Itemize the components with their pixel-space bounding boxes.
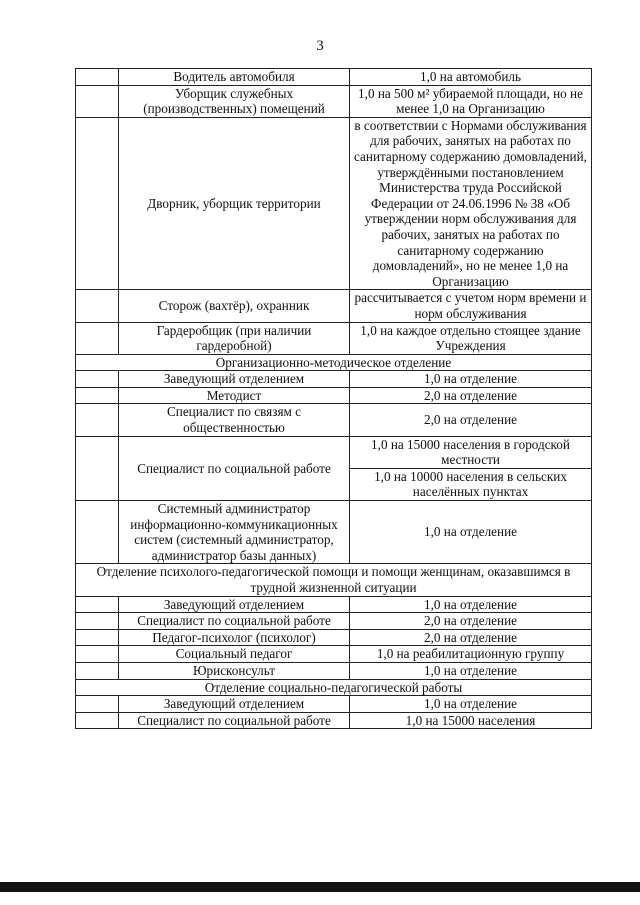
row-number-cell <box>76 371 119 388</box>
table-row <box>76 85 592 117</box>
norm-cell: 1,0 на отделение <box>350 662 592 679</box>
table-row <box>76 371 592 388</box>
norm-cell: 2,0 на отделение <box>350 387 592 404</box>
position-cell: Дворник, уборщик территории <box>119 117 350 290</box>
position-cell: Специалист по социальной работе <box>119 436 350 500</box>
position-cell: Социальный педагог <box>119 646 350 663</box>
row-number-cell <box>76 387 119 404</box>
row-number-cell <box>76 662 119 679</box>
table-row <box>76 629 592 646</box>
norm-cell: 1,0 на 15000 населения в городской местности <box>350 436 592 468</box>
norm-cell: 1,0 на отделение <box>350 696 592 713</box>
norm-cell: рассчитывается с учетом норм времени и норм обслуживания <box>350 290 592 322</box>
table-row <box>76 290 592 322</box>
page-number: 3 <box>316 38 324 54</box>
position-cell: Заведующий отделением <box>119 596 350 613</box>
table-row <box>76 596 592 613</box>
row-number-cell <box>76 696 119 713</box>
norm-cell: 2,0 на отделение <box>350 613 592 630</box>
position-cell: Гардеробщик (при наличии гардеробной) <box>119 322 350 354</box>
section-row <box>76 354 592 371</box>
table-row <box>76 662 592 679</box>
table-row <box>76 117 592 290</box>
position-cell: Уборщик служебных (производственных) помещений <box>119 85 350 117</box>
section-row <box>76 564 592 596</box>
row-number-cell <box>76 436 119 500</box>
table-row <box>76 387 592 404</box>
norm-cell: 1,0 на 15000 населения <box>350 712 592 729</box>
table-row <box>76 501 592 564</box>
norm-cell: 1,0 на автомобиль <box>350 69 592 86</box>
staffing-norms-table <box>75 68 592 729</box>
position-cell: Педагог-психолог (психолог) <box>119 629 350 646</box>
row-number-cell <box>76 596 119 613</box>
section-title: Отделение социально-педагогической работы <box>76 679 592 696</box>
position-cell: Заведующий отделением <box>119 696 350 713</box>
norm-cell: 1,0 на реабилитационную группу <box>350 646 592 663</box>
row-number-cell <box>76 501 119 564</box>
table-row <box>76 712 592 729</box>
row-number-cell <box>76 613 119 630</box>
table-row <box>76 436 592 468</box>
section-title: Отделение психолого-педагогической помощи и помощи женщинам, оказавшимся в трудной жизненной ситуации <box>76 564 592 596</box>
row-number-cell <box>76 646 119 663</box>
row-number-cell <box>76 404 119 436</box>
row-number-cell <box>76 117 119 290</box>
row-number-cell <box>76 69 119 86</box>
table-row <box>76 404 592 436</box>
row-number-cell <box>76 290 119 322</box>
table-row <box>76 696 592 713</box>
table-row <box>76 322 592 354</box>
norm-cell: 1,0 на отделение <box>350 501 592 564</box>
scan-edge-bar <box>0 882 640 892</box>
position-cell: Методист <box>119 387 350 404</box>
norm-cell: в соответствии с Нормами обслуживания для рабочих, занятых на работах по санитарному содержанию домовладений, утверждёнными постановлением Министерства труда Российской Федерации от 24.06.1996 № 38 «Об утверждении норм обслуживания для рабочих, занятых на работах по санитарному содержанию домовладений», но не менее 1,0 на Организацию <box>350 117 592 290</box>
table-row <box>76 69 592 86</box>
position-cell: Системный администратор информационно-коммуникационных систем (системный администратор, администратор базы данных) <box>119 501 350 564</box>
row-number-cell <box>76 322 119 354</box>
position-cell: Специалист по социальной работе <box>119 613 350 630</box>
table-row <box>76 646 592 663</box>
norm-cell: 2,0 на отделение <box>350 404 592 436</box>
norm-cell: 2,0 на отделение <box>350 629 592 646</box>
position-cell: Водитель автомобиля <box>119 69 350 86</box>
position-cell: Сторож (вахтёр), охранник <box>119 290 350 322</box>
row-number-cell <box>76 629 119 646</box>
table-row <box>76 613 592 630</box>
section-title: Организационно-методическое отделение <box>76 354 592 371</box>
position-cell: Специалист по связям с общественностью <box>119 404 350 436</box>
norm-cell: 1,0 на 500 м² убираемой площади, но не менее 1,0 на Организацию <box>350 85 592 117</box>
norm-cell: 1,0 на каждое отдельно стоящее здание Учреждения <box>350 322 592 354</box>
row-number-cell <box>76 85 119 117</box>
norm-cell: 1,0 на 10000 населения в сельских населённых пунктах <box>350 468 592 500</box>
position-cell: Специалист по социальной работе <box>119 712 350 729</box>
norm-cell: 1,0 на отделение <box>350 371 592 388</box>
row-number-cell <box>76 712 119 729</box>
section-row <box>76 679 592 696</box>
norm-cell: 1,0 на отделение <box>350 596 592 613</box>
position-cell: Заведующий отделением <box>119 371 350 388</box>
position-cell: Юрисконсульт <box>119 662 350 679</box>
